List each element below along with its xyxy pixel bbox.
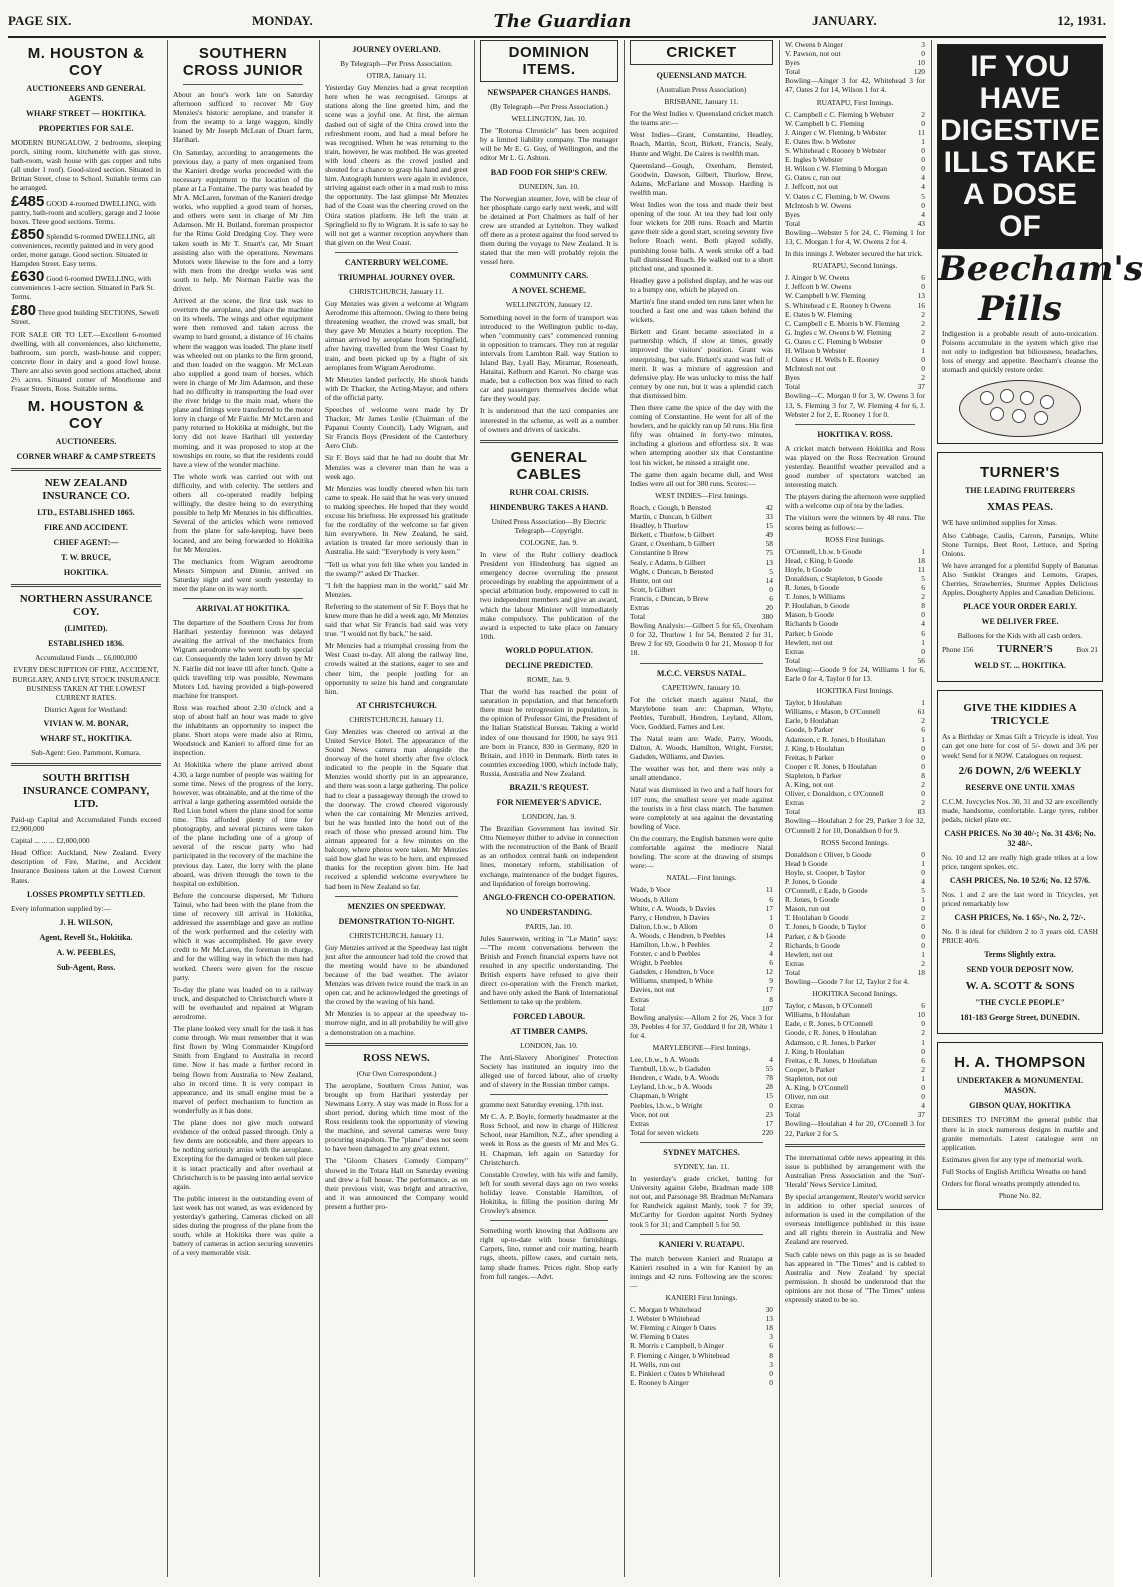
south-british-heading: SOUTH BRITISH INSURANCE COMPANY, LTD.: [22, 772, 150, 810]
score-line: Hewlett, not out 1: [785, 949, 925, 959]
score-line: Lee, l.b.w., b A. Woods 4: [630, 1055, 773, 1065]
beechams-headline: IF YOU HAVE DIGESTIVE ILLS TAKE A DOSE OF: [938, 45, 1102, 249]
score-line: Stapleton, not out 1: [785, 1073, 925, 1083]
score-line: Wright, b Peebles 6: [630, 958, 773, 968]
scorecard: [785, 110, 925, 219]
scorecard: [630, 885, 773, 1003]
property-listing: £630 Good 6-roomed DWELLING, with conveniences 1-acre section. Situated in Park St. Terms.: [11, 268, 155, 302]
nz-insurance-heading: NEW ZEALAND INSURANCE CO.: [42, 477, 130, 503]
score-line: Head, c King, b Goode 18: [785, 555, 925, 565]
section-heading: ARRIVAL AT HOKITIKA.: [195, 604, 291, 614]
article-headline: SOUTHERN CROSS JUNIOR: [182, 45, 304, 79]
score-line: Mason, run out 0: [785, 904, 925, 914]
scorecard: [630, 1055, 773, 1128]
score-line: A. King, b O'Connell 0: [785, 1083, 925, 1093]
scorecard: [630, 503, 773, 612]
scorecard: [785, 698, 925, 807]
scorecard: [785, 547, 925, 656]
score-line: White, c A. Woods, b Davies 17: [630, 903, 773, 913]
score-line: Byes 2: [785, 373, 925, 383]
score-line: P. Houlahan, b Goode 8: [785, 601, 925, 611]
score-line: Richards, b Goode 0: [785, 940, 925, 950]
score-line: G. Ingles c W. Owens b W. Fleming 2: [785, 327, 925, 337]
article-headline: GENERAL CABLES: [510, 448, 588, 483]
score-line: Oliver, run out 0: [785, 1092, 925, 1102]
score-line: Parry, c Hendren, b Davies 1: [630, 912, 773, 922]
score-line: Parker, c & b Goode 0: [785, 931, 925, 941]
score-line: Extras 2: [785, 958, 925, 968]
score-line: Goode, c R. Jones, b Houlahan 2: [785, 1028, 925, 1038]
score-line: Parker, b Goode 6: [785, 628, 925, 638]
score-line: Oliver, c Donaldson, c O'Connell 0: [785, 789, 925, 799]
score-line: E. Ingles b Webster 0: [785, 155, 925, 165]
property-listing: £80 Three good building SECTIONS, Sewell Street.: [11, 301, 160, 326]
houston-address-2: CORNER WHARF & CAMP STREETS: [16, 452, 156, 462]
score-line: Scott, b Gilbert 0: [630, 584, 773, 594]
score-line: McIntosh b W. Owens 0: [785, 200, 925, 210]
score-line: Hamilton, l.b.w., b Peebles 2: [630, 939, 773, 949]
paper-title: The Guardian: [493, 10, 632, 32]
score-line: Adamson, c R. Jones, b Houlahan 1: [785, 734, 925, 744]
score-total: Total 56: [785, 655, 925, 665]
score-line: V. Pawson, not out 0: [785, 49, 925, 59]
score-line: Cooper c R. Jones, b Houlahan 0: [785, 761, 925, 771]
score-line: Birkett, c Thurlow, b Gilbert 49: [630, 530, 773, 540]
score-line: Gadsden, c Hendren, b Voce 12: [630, 967, 773, 977]
score-line: J. King, b Houlahan 0: [785, 743, 925, 753]
score-line: H. Wilson b Webster 1: [785, 346, 925, 355]
score-line: Extras 8: [630, 994, 773, 1004]
score-line: Eade, c R. Jones, b O'Connell 0: [785, 1019, 925, 1029]
score-line: Martin, c Duncan, b Gilbert 33: [630, 512, 773, 522]
score-line: Richards b Goode 4: [785, 619, 925, 629]
score-line: W. Campbell b W. Fleming 13: [785, 291, 925, 301]
article-headline: ROSS NEWS.: [363, 1051, 430, 1064]
score-line: E. Pinkiert c Oates b Whitehead 0: [630, 1368, 773, 1378]
score-line: C. Campbell c C. Fleming b Webster 2: [785, 109, 925, 119]
score-line: Donaldson c Oliver, b Goode 0: [785, 849, 925, 859]
score-line: Hendren, c Wade, b A. Woods 78: [630, 1073, 773, 1083]
score-line: Headley, b Thurlow 15: [630, 521, 773, 531]
for-sale-listing: FOR SALE OR TO LET.—Excellent 6-roomed dwelling, with all conveniences, also kitchenette, bathroom, sun porch, wash-house and copper; concrete floor in dairy and a good fowl house. There are also seven good sections attached, about 2½ acres. Situated corner of Moorhouse and Fraser Streets, Ross. Suitable terms.: [11, 329, 161, 394]
score-line: Freitas, b Parker 0: [785, 752, 925, 762]
score-line: V. Oates c C. Fleming, b W. Owens 5: [785, 191, 925, 201]
scorecard: [785, 850, 925, 968]
score-line: Goode, b Parker 6: [785, 725, 925, 735]
score-line: Williams, c Mason, b O'Connell 61: [785, 707, 925, 717]
page-number: PAGE SIX.: [8, 13, 72, 28]
score-line: H. Wells, run out 3: [630, 1359, 773, 1369]
score-line: Roach, c Gough, b Bensted 42: [630, 502, 773, 512]
score-line: Hewlett, not out 1: [785, 637, 925, 647]
masthead-month: JANUARY.: [812, 13, 877, 28]
property-listing: £485 GOOD 4-roomed DWELLING, with pantry, bath-room and scullery, garage and 2 loose boxes. Three good sections. Terms.: [11, 192, 161, 226]
column-advertisements: [932, 40, 1143, 1579]
score-line: Byes 4: [785, 209, 925, 219]
column-dominion-items: DOMINION ITEMS. NEWSPAPER CHANGES HANDS. (By Telegraph—Per Press Association.) WELLINGTON, Jan. 10. The "Rotorua Chronicle" has been acquired by a limited liability company. The manager will be Mr E. G. Guy, of Wellington, and the editor Mr L. G. Ashton. BAD FOOD FOR SHIP'S CREW. DUNEDIN, Jan. 10. The Norwegian steamer, Jove, will be clear of her phosphate cargo early next week, and will be detained at Port Chalmers as half of her crew are stranded at Lyttelton. They walked off there as a protest against the food served to them during the voyage to New Zealand. It is stated that the men will probably rejoin the vessel here. COMMUNITY CARS. A NOVEL SCHEME. WELLINGTON, January 12. Something novel in the form of transport was introduced to the Wellington public to-day, when "community cars" commenced running in opposition to tramcars. They run at regular intervals from Lambton Rail. way Station to Island Bay, Lyall Bay, Miramar, Roseneath, Hataitai, Kelburn and Karori. No charge was made, but a collection box was fitted to each car and passengers themselves decide what fare they would pay. It is understood that the taxi companies are interested in the scheme, as well as a number of owners and drivers of taxicabs. GENERAL CABLES RUHR COAL CRISIS. HINDENBURG TAKES A HAND. United Press Association—By Electric Telegraph—Copyright. COLOGNE, Jan. 9. In view of the Ruhr colliery deadlock President von Hindenburg has signed an emergency decree overruling the present proceedings by enabling the appointment of a special arbitration body, empowered to call in two independent members and give an award, which the labour Minister will immediately make compulsory. The publication of the award is expected to take place on January 10th. WORLD POPULATION. DECLINE PREDICTED. ROME, Jan. 9. That the world has reached the point of saturation in population, and that henceforth there must be retrogression in population, is the opinion of Professor Gini, the President of the Italian Statistical Bureau. Taking a world index of one thousand for 1900, he says 911 are born in France, 830 in Germany, 820 in Britain, and 1010 in Denmark. Birth rates in countries exceeding 1000, which include Italy, Russia, Australia and New Zealand. BRAZIL'S REQUEST. FOR NIEMEYER'S ADVICE. LONDON, Jan. 9. The Brazilian Government has invited Sir Otto Niemeyer thither to advise in connection with the reconstruction of the Bank of Brazil as an orthodox central bank on independent lines, monetary reform, stabilisation of exchange, maintenance of the budget figures, and liquidation of foreign borrowing. ANGLO-FRENCH CO-OPERATION. NO UNDERSTANDING. PARIS, Jan. 10. Jules Sauerwein, writing in "Le Matin" says:—"The recent conversations between the British and French financial experts have not resulted in any specific understanding. The British experts have refused to give their direct co-operation with the French market, and have only asked the Bank of International Settlement to take up the problem. FORCED LABOUR. AT TIMBER CAMPS. LONDON, Jan. 10. The Anti-Slavery Aborigines' Protection Society has instituted an inquiry into the alleged use of forced labour, also of cruelty and of slavery in the Russian timber camps. gramme next Saturday evening, 17th inst. Mr C. A. P. Boyle, formerly headmaster at the Ross School, and now in charge of Hillcrest School, near Hamilton, N.Z., after spending a week in Ross as the guests of Mr and Mrs G. H. Chapman, left again on Saturday for Christchurch. Constable Crowley, with his wife and family, left for south several days ago on two weeks holiday leave. Constable Hamilton, of Hokitika, is filling the position during Mr Crowley's absence. Something worth knowing that Addisons are right up-to-date with house furnishings. Carpets, lino, runner and coir matting, hearth rugs, sheets, pillow cases, and curtain nets, lamp shade frames. Prices right. Shop early from full ranges.—Advt.: [475, 40, 623, 1579]
score-line: Extras 4: [785, 1101, 925, 1111]
score-line: W. Fleming b Oates 3: [630, 1332, 773, 1342]
masthead-day: MONDAY.: [252, 13, 313, 28]
article-headline: DOMINION ITEMS.: [480, 40, 618, 82]
northern-assurance-heading: NORTHERN ASSURANCE COY.: [19, 593, 153, 619]
scorecard: [785, 1001, 925, 1110]
houston-firm-heading: M. HOUSTON & COY: [27, 45, 145, 79]
score-line: A. King, not out 2: [785, 780, 925, 790]
score-line: C. Morgan b Whitehead 30: [630, 1305, 773, 1315]
column-southern-cross: SOUTHERN CROSS JUNIOR About an hour's work late on Saturday afternoon sufficed to recover Mr Guy Menzies's historic aeroplane, and transfer it from the swamp to a large waggon, kindly loaned by Mr Joseph McLean of Duart farm, Harihari. On Saturday, according to arrangements the previous day, a party of men organised from the Kanieri dredge works proceeded with the necessary equipment to the location of the plane at La Fontaine. The party was headed by Mr A. McLaren, foreman of the Kanieri dredge works, who supplied a good team of horses, and others were sent in charge of Mr Jim Adamson. Mr H. Butland, foreman prospector for the Rimu Gold Dredging Coy. They were taken south in Mr T. Stuart's car, Mr Stuart assisting also with the operations. Newmans Motors were likewise to the fore and a lorry with men from the dredge works was sent south to help. Mr Norman Fairlie was the driver. Arrived at the scene, the first task was to overturn the aeroplane, and place the machine on its wheels. The wings and other equipment were then removed and taken across the swamp to hard ground, a distance of 16 chains where the waggon was loaded. The plane itself was wheeled out on planks to the firm ground, and then loaded on the waggon. Mr McLean also supplied a good team of horses, which were in charge of Mr Jim Adamson, and these had no difficulty in transporting the load over the river bridge to the main road, where the plane and fittings were transferred to the motor lorry in charge of Mr Fairlie. Mr McLaren and party returned to Hokitika at midnight, but the lorry did not leave Harihari till yesterday morning, and it was proposed to stop at the townships en route, so that the residents could have a view of the wonder machine. The whole work was carried out with out difficulty, and with celerity. The settlers and others all co-operated readily helping willingly, the desire being to do everything possible to help Mr Menzies in his difficulties. Several of the articles which were removed from the plane for safe-keeping, have been located, and are being forwarded to Hokitika for Mr Menzies. The mechanics from Wigram aerodrome Messrs Simpson and Dinnie, arrived on Saturday night and went south yesterday to meet the plane on its way north. ARRIVAL AT HOKITIKA. The departure of the Southern Cross Jnr from Harihari yesterday forenoon was delayed awaiting the arrival of the mechanics from Wigram aerodrome who went south by special car. Consequently the laden lorry driven by Mr N. Fairlie did not leave till after lunch. Quite a quick travelling trip was possible, Newmans Motors Ltd. having provided a high-powered machine for transport. Ross was reached about 2.30 o'clock and a stop of about half an hour was made to give the inhabitants an opportunity to inspect the plane. Short stops were made also at Rimu, Woodstock and Kanieri to afford time for an inspection. At Hokitika where the plane arrived about 4.30, a large number of people was waiting for some time. News of the progress of the lorry, however, was obtainable, and at the time of the arrival a large gathering assembled outside the Red Lion hotel where the plane stood for some time. This afforded plenty of time for photography, and several pictures were taken of the plane including one of a group of several of the rescue party who had participated in the recovery of the machine the previous day. Later, the lorry with the plane aboard, was driven through the town to the hospital on exhibition. Before the concourse dispersed, Mr Tuhuru Tainui, who had been with the plane from the time of recovery till arrival in Hokitika, addressed the assemblage and gave an outline of the work performed and the celerity with which it was accomplished. He gave every credit to Mr McLaren, the foreman in charge, and for the willing way in which the men had worked. Cheers were given for the rescue party. To-day the plane was loaded on to a railway truck, and despatched to Christchurch where it will be overhauled and repaired at Wigram aerodrome. The plane looked very small for the task it has come through. We must remember that it was first flown by Wing Commander Kingsford Smith from England to Australia in record time. Now it has made a further record in being flown from Australia to New Zealand, also in record time. It is very compact in appearance, and its small engine must be a marvel of perfect mechanism to function as wonderfully as it has done. The plane does not give much outward evidence of the ordeal passed through. Only a few dents are noticeable, and there appears to be nothing seriously amiss with the aeroplane. Excepting for the damaged or broken tail piece it is intact practically and after overhaul at Christchurch is to be passing into aerial service again. The public interest in the outstanding event of last week has not waned, as was evidenced by yesterday's gathering. Cameras clicked on all sides during the progress of the plane from the south, while at Hokitika there was quite a battery of cameras in action securing souvenirs of a very memorable visit.: [173, 45, 313, 1258]
score-line: T. Jones, b Williams 2: [785, 592, 925, 602]
properties-heading: PROPERTIES FOR SALE.: [38, 124, 134, 133]
article-headline: CRICKET: [630, 40, 773, 65]
score-line: Constantine b Brew 75: [630, 548, 773, 558]
score-line: F. Fleming c Ainger, b Whitehead 8: [630, 1350, 773, 1360]
score-line: R. Jones, b Goode 1: [785, 895, 925, 905]
score-line: R. Jones, b Goode 6: [785, 583, 925, 593]
score-line: Sealy, c Adams, b Gilbert 13: [630, 557, 773, 567]
score-line: S. Whitehead c Rooney b Webster 0: [785, 146, 925, 156]
score-line: J. Ainger c W. Fleming, b Webster 11: [785, 127, 925, 137]
score-line: S. Whitehead c E. Rooney b Owens 16: [785, 300, 925, 310]
score-line: Donaldson, c Stapleton, b Goode 5: [785, 573, 925, 583]
score-line: J. Webster b Whitehead 13: [630, 1314, 773, 1324]
houston-subheading-2: AUCTIONEERS.: [55, 437, 117, 447]
score-line: A. Woods, c Hendren, b Peebles 14: [630, 930, 773, 940]
score-line: J. King, b Houlahan 0: [785, 1046, 925, 1056]
score-line: Byes 10: [785, 58, 925, 68]
score-total: Total 120: [785, 67, 925, 77]
houston-subheading: AUCTIONEERS AND GENERAL AGENTS.: [26, 84, 146, 103]
score-line: McIntosh not out 0: [785, 364, 925, 374]
score-line: Wight, c Duncan, b Bensted 5: [630, 566, 773, 576]
column-cricket: CRICKET QUEENSLAND MATCH. (Australian Press Association) BRISBANE, January 11. For the West Indies v. Queensland cricket match the teams are:— West Indies—Grant, Constantine, Headley, Roach, Martin, Scott, Birkett, Francis, Sealy, Hunte and Wight. De Caires is twelfth man. Queensland—Gough, Oxenham, Bensted, Goodwin, Dawson, Gilbert, Thurlow, Brew, Adams, McFarlane and Mossop. Harding is twelfth man. West Indies won the toss and made their best opening of the tour. At tea they had lost only four wickets for 208 runs. Roach and Martin gave their side a good start, scoring seventy five before Roach went. Both played solidly, punishing loose balls. A week stroke off a bad ball dismissed Roach. He walked out to a short pitched one, and spooned it. Headley gave a polished display, and he was out to a bumpy one, which he played on. Martin's fine stand ended ten runs later when he touched a fast one and was taken behind the wickets. Birkett and Grant became associated in a partnership which, if slow at times, greatly improved the visitors' position. Grant was enterprising, but safe. Birkett's stand was full of merit. It was a mixture of aggression and defensive play. He was unlucky to miss the half century by one run, but it was a splendid catch that dismissed him. Then there came the spice of the day with the coming of Constantine. He went for all of the bowlers, and he quickly ran up 50 runs. His first fifty was obtained in forty-two minutes, including a glorious and effortless six. It was when attempting another six that Constantine lost his wicket, he missed a straight one. The game then again became dull, and West Indies were all out for 380 runs. Scores:— WEST INDIES—First Innings. Roach, c Gough, b Bensted 42 Martin, c Duncan, b Gilbert 33 Headley, b Thurlow 15 Birkett, c Thurlow, b Gilbert 49 Grant, c Oxenham, b Gilbert 58 Constantine b Brew 75 Sealy, c Adams, b Gilbert 13 Wight, c Duncan, b Bensted 5 Hunte, not out 14 Scott, b Gilbert 0 Francis, c Duncan, b Brew 6 Extras 20 Total 380 Bowling Analysis:—Gilbert 5 for 65, Oxenham 0 for 32, Thurlow 1 for 54, Bensted 2 for 31, Brew 2 for 69, Goodwin 0 for 21, Mossop 0 for 18. M.C.C. VERSUS NATAL. CAPETOWN, January 10. For the cricket match against Natal, the Marylebone team are: Chapman, Whyte, Peebles, Turnbull, Hendren, Leyland, Allom, Voce, Goddard, Farnes and Lee. The Natal team are: Wade, Parry, Woods, Dalton, A. Woods, Hamilton, Wright, Forster, Gadsden, Williams, and Davies. The weather was hot, and there was only a small attendance. Natal was dismissed in two and a half hours for 107 runs, the smallest score yet made against the tourists in a first class match. The batsmen were completely at sea against the devastating bowling of Voce. On the contrary, the English batsmen were quite comfortable against the mediocre Natal bowling. The score at the drawing of stumps were:— NATAL—First Innings. Wade, b Voce 11 Woods, b Allom 6 White, c A. Woods, b Davies 17 Parry, c Hendren, b Davies 1 Dalton, l.b.w., b Allom 0 A. Woods, c Hendren, b Peebles 14 Hamilton, l.b.w., b Peebles 2 Forster, c and b Peebles 4 Wright, b Peebles 6 Gadsden, c Hendren, b Voce 12 Williams, stumped, b White 9 Davies, not out 17 Extras 8 Total 107 Bowling analysis:—Allom 2 for 26, Voce 3 for 39, Peebles 4 for 37, Goddard 0 for 28, White 1 for 4. MARYLEBONE—First Innings. Lee, l.b.w., b A. Woods 4 Turnbull, l.b.w., b Gadsden 55 Hendren, c Wade, b A. Woods 78 Leyland, l.b.w., b A. Woods 28 Chapman, b Wright 15 Peebles, l.b.w., b Wright 0 Voce, not out 23 Extras 17 Total for seven wickets 220 SYDNEY MATCHES. SYDNEY, Jan. 11. In yesterday's grade cricket, batting for University against Glebe, Bradman made 108 not out, and Parsonage 98. Bradman McNamara for Randwick against Manly, took 7 for 39; McCarthy for Gordon against North Sydney took 5 for 31; and Campbell 5 for 50. KANIERI V. RUATAPU. The match between Kanieri and Ruatapu at Kanieri resulted in a win for Kanieri by an innings and 42 runs. Following are the scores:— KANIERI First Innings. C. Morgan b Whitehead 30 J. Webster b Whitehead 13 W. Fleming c Ainger b Oates 18 W. Fleming b Oates 3 R. Morris c Campbell, b Ainger 6 F. Fleming c Ainger, b Whitehead 8 H. Wells, run out 3 E. Pinkiert c Oates b Whitehead 0 E. Rooney b Ainger 0: [625, 40, 778, 1579]
score-line: Hoyle, st. Cooper, b Taylor 0: [785, 867, 925, 877]
beechams-advertisement: IF YOU HAVE DIGESTIVE ILLS TAKE A DOSE OF Beecham's Pills Indigestion is a probable result of auto-toxication. Poisons accumulate in the system which give rise not only to indigestion but biliousness, headaches, loss of energy and appetite. Beecham's cleanse the stomach and quickly restore order.: [937, 44, 1103, 444]
scorecard: [785, 273, 925, 382]
houston-firm-heading-2: M. HOUSTON & COY: [27, 398, 145, 433]
scorecard: [785, 40, 925, 67]
score-line: J. Oates c H. Wells b E. Rooney 0: [785, 355, 925, 365]
score-line: W. Campbell b C. Fleming 0: [785, 118, 925, 128]
score-line: Extras 20: [630, 602, 773, 612]
pill-box-icon: [959, 380, 1081, 437]
score-line: Extras 0: [785, 646, 925, 656]
score-line: W. Fleming c Ainger b Oates 18: [630, 1323, 773, 1333]
score-total: Total 37: [785, 382, 925, 392]
score-line: T. Jones, b Goode, b Taylor 0: [785, 922, 925, 932]
section-heading: JOURNEY OVERLAND.: [352, 45, 441, 54]
score-line: R. Morris c Campbell, b Ainger 6: [630, 1341, 773, 1351]
beechams-brand: Beecham's Pills: [938, 249, 1143, 329]
score-line: W. Owens b Ainger 3: [785, 40, 925, 49]
score-line: Wade, b Voce 11: [630, 885, 773, 895]
turners-advertisement: TURNER'S THE LEADING FRUITERERS XMAS PEAS. WE have unlimited supplies for Xmas. Also Cabbage, Caulis, Carrots, Parsnips, White Stone Turnips, Beet Root, Lettuce, and Spring Onions. We have arranged for a plentiful Supply of Bananas Also Sunkist Oranges and Lemons, Grapes, Cherries, Strawberries, Sturmer Apples Delicious Apples, Dougherty Apples and Canadian Delicious. PLACE YOUR ORDER EARLY. WE DELIVER FREE. Balloons for the Kids with all cash orders. Phone 156 TURNER'S Box 21 WELD ST. ... HOKITIKA.: [937, 452, 1103, 682]
score-line: Hoyle, b Goode 11: [785, 564, 925, 574]
score-line: Woods, b Allom 6: [630, 894, 773, 904]
score-line: Extras 17: [630, 1118, 773, 1128]
score-line: Cooper, b Parker 2: [785, 1064, 925, 1074]
score-line: G. Oates c, run out 4: [785, 173, 925, 183]
cable-news-notice: The international cable news appearing in this issue is published by arrangement with the Australian Press Association and the 'Sun'-'Herald' News Service Limited.: [785, 1152, 925, 1189]
score-line: Hunte, not out 14: [630, 575, 773, 585]
score-line: Grant, c Oxenham, b Gilbert 58: [630, 539, 773, 549]
score-line: E. Oates lbw. b Webster 1: [785, 136, 925, 146]
score-line: O'Connell, l.b.w. b Goode 1: [785, 546, 925, 556]
score-line: J. Jeffcott, not out 4: [785, 182, 925, 192]
column-menzies-journey: JOURNEY OVERLAND. By Telegraph—Per Press Association. OTIRA, January 11. Yesterday Guy Menzies had a great reception here when he was recognised. Groups at stations along the line greeted him, and the scene was a joyful one. At first, the airman dashed out of sight of the Otira crowd into the refreshment room, and had a meal before he was recognised. When he was returning to the train, however, he was mobbed. He was greeted with loud cheers as the crowd jostled and shouted for a chance to grasp his hand and greet him. Autograph hunters were again in evidence, striving against each other in a mad rush to miss the opportunity. The last glimpse Mr Menzies had of the Coast was the cheering crowd on the Otira station platform. He left the train at Springfield to fly to Wigram. It is safe to say he will not get a warmer reception anywhere than that given on the West Coast. CANTERBURY WELCOME. TRIUMPHAL JOURNEY OVER. CHRISTCHURCH, January 11. Guy Menzies was given a welcome at Wigram Aerodrome this afternoon. Owing to there being threatening weather, the crowd was small, but they gave Mr Menzies a hearty reception. The airman arrived by aeroplane from Springfield, after having travelled from the West Coast by train, and been picked up by a flight of six aeroplanes from Wigram Aerodrome. Mr Menzies landed perfectly. He shook hands with Dr Thacker, the Acting-Mayor, and others of the official party. Speeches of welcome were made by Dr Thacker, Mr James Leslie (Chairman of the Papanui County Council), Lady Wigram, and Sir Francis Boys (President of the Canterbury Aero Club. Sir F. Boys said that he had no doubt that Mr Menzies was a cleverer man than he was a week ago. Mr Menzies was loudly cheered when his turn came to speak. He said that he was very unused to making speeches. He hoped that they would excuse his briefness. He expressed his gratitude for the cordiality of the welcome so far given him everywhere. In New Zealand, he said, aviation is treated far more seriously than in Australia. He said: "Everybody is very keen." "Tell us what you felt like when you landed in the swamp?" asked Dr Thacker. "I felt the happiest man in the world," said Mr Menzies. Referring to the statement of Sir F. Boys that he knew more than he did a week ago, Mr Menzies said that what Sir Francis had said was very true. "I would not fly back," he said. Mr Menzies had a triumphal crossing from the West Coast to-day. All along the railway line, crowds waited at the stations, eager to see and cheer him, the people jostling for an opportunity to seize his hand and congratulate him. AT CHRISTCHURCH. CHRISTCHURCH, January 11. Guy Menzies was cheered on arrival at the United Service Hotel. The appearance of the Sound News camera man alongside the doorway of the hotel shortly after five o'clock indicated to the people in the Square that Menzies would shortly put in an appearance, and there was soon a large gathering. The police had to clear a passageway through the crowd to the doorway. The crowd cheered vigorously when the car containing Mr Menzies arrived, but he was hustled into the hotel out of the reach of those who pressed around him. The airman appeared for a few minutes on the balcony, where photos were taken. Mr Menzies said how glad he was to be here, and expressed thanks for the reception given him. He had received a splendid welcome everywhere he had been in New Zealand so far. MENZIES ON SPEEDWAY. DEMONSTRATION TO-NIGHT. CHRISTCHURCH, January 11. Guy Menzies arrived at the Speedway last night just after the announcer had told the crowd that the meeting would have to be abandoned because of the bad weather. The aviator Menzies was driven twice round the track in an open car, and he acknowledged the greetings of the crowd by the waving of his hand. Mr Menzies is to appear at the speedway to-morrow night, and in all probability he will give a demonstration on a machine. ROSS NEWS. (Our Own Correspondent.) The aeroplane, Southern Cross Junior, was brought up from Harihari yesterday per Newmans Lorry. A stay was made in Ross for a short period, during which time most of the Ross residents took the opportunity of viewing the machine, and several cameras were busy procuring snapshots. The "plane" does not seem to have been damaged to any great extent. The "Gloom Chasers Comedy Company" showed in the Totara Hall on Saturday evening and drew a full house. The performance, as on their previous visit, was bright and attractive, and it was announced the Company would present a further pro-: [325, 45, 468, 1211]
score-total: Total 83: [785, 807, 925, 817]
score-line: Francis, c Duncan, b Brew 6: [630, 593, 773, 603]
score-line: C. Campbell c E. Morris b W. Fleming 2: [785, 318, 925, 328]
score-line: Leyland, l.b.w., b A. Woods 28: [630, 1082, 773, 1092]
masthead: [8, 6, 1106, 38]
property-listing: MODERN BUNGALOW, 2 bedrooms, sleeping porch, sitting room, kitchenette with gas stove, bath-room, wash house with gas copper and tubs (all under 1 roof). Good-sized section. Situated in Brittan Street, close to School. Suitable terms can be arranged.: [11, 138, 161, 193]
score-total: Total for seven wickets 220: [630, 1127, 773, 1137]
score-line: Freitas, c R. Jones, b Houlahan 6: [785, 1055, 925, 1065]
score-total: Total 37: [785, 1110, 925, 1120]
score-line: Forster, c and b Peebles 4: [630, 949, 773, 959]
score-line: Head b Goode 1: [785, 858, 925, 868]
score-line: G. Oates c C. Fleming b Webster 0: [785, 336, 925, 346]
thompson-advertisement: H. A. THOMPSON UNDERTAKER & MONUMENTAL MASON. GIBSON QUAY, HOKITIKA DESIRES TO INFORM the general public that there is in stock numerous designs in marble and granite memorials. Latest catalogue sent on application. Estimates given for any type of memorial work. Full Stocks of English Artificia Wreaths on hand Orders for floral wreaths promptly attended to. Phone No. 82.: [937, 1042, 1103, 1210]
score-line: Stapleton, b Parker 8: [785, 770, 925, 780]
score-line: Earle, b Houlahan 2: [785, 716, 925, 726]
score-line: Chapman, b Wright 15: [630, 1091, 773, 1101]
score-line: Extras 2: [785, 798, 925, 808]
score-line: Taylor, b Houlahan 1: [785, 698, 925, 708]
scorecard: [630, 1305, 773, 1387]
score-line: J. Ainger b W. Owens 6: [785, 273, 925, 283]
score-line: Williams, b Houlahan 10: [785, 1010, 925, 1020]
score-line: H. Wilson c W. Fleming b Morgan 0: [785, 164, 925, 174]
score-total: Total 107: [630, 1003, 773, 1013]
houston-address: WHARF STREET — HOKITIKA.: [25, 109, 147, 118]
score-line: P. Jones, b Goode 4: [785, 876, 925, 886]
masthead-date: 12, 1931.: [1057, 13, 1106, 28]
score-line: Adamson, c R. Jones, b Parker 1: [785, 1037, 925, 1047]
tricycle-advertisement: GIVE THE KIDDIES A TRICYCLE As a Birthday or Xmas Gift a Tricycle is ideal. You can get one here for cost of 5/- down and 3/6 per week! Send for it NOW. Catalogues on request. 2/6 DOWN, 2/6 WEEKLY RESERVE ONE UNTIL XMAS C.C.M. Juvcycles Nos. 30, 31 and 32 are excellently made, handsome, comfortable. Large tyres, rubber pedals, nickel plate etc. CASH PRICES. No 30 40/-; No. 31 43/6; No. 32 48/-. No. 10 and 12 are really high grade trikes at a low price, tangent spokes, etc. CASH PRICES, No. 10 52/6; No. 12 57/6. Nos. 1 and 2 are the last word in Tricycles, yet priced remarkably low CASH PRICES, No. 1 65/-, No. 2, 72/-. No. 0 is ideal for children 2 to 3 years old. CASH PRICE 40/6. Terms Slightly extra. SEND YOUR DEPOSIT NOW. W. A. SCOTT & SONS "THE CYCLE PEOPLE" 181-183 George Street, DUNEDIN.: [937, 690, 1103, 1034]
score-line: Taylor, c Mason, b O'Connell 6: [785, 1001, 925, 1011]
score-line: Voce, not out 23: [630, 1109, 773, 1119]
score-total: Total 43: [785, 218, 925, 228]
score-line: O'Connell, c Eade, b Goode 5: [785, 886, 925, 896]
score-line: Dalton, l.b.w., b Allom 0: [630, 921, 773, 931]
score-total: Total 380: [630, 612, 773, 622]
score-line: Peebles, l.b.w., b Wright 0: [630, 1100, 773, 1110]
column-cricket-scores: W. Owens b Ainger 3 V. Pawson, not out 0 Byes 10 Total 120 Bowling—Ainger 3 for 42, Whitehead 3 for 47, Oates 2 for 14, Wilson 1 for 4. RUATAPU, First Innings. C. Campbell c C. Fleming b Webster 2 W. Campbell b C. Fleming 0 J. Ainger c W. Fleming, b Webster 11 E. Oates lbw. b Webster 1 S. Whitehead c Rooney b Webster 0 E. Ingles b Webster 0 H. Wilson c W. Fleming b Morgan 0 G. Oates c, run out 4 J. Jeffcott, not out 4 V. Oates c C. Fleming, b W. Owens 5 McIntosh b W. Owens 0 Byes 4 Total 43 Bowling—Webster 5 for 24, C. Fleming 1 for 13, C. Morgan 1 for 4, W. Owens 2 for 4. In this innings J. Webster secured the hat trick. RUATAPU, Second Innings. J. Ainger b W. Owens 6 J. Jeffcott b W. Owens 0 W. Campbell b W. Fleming 13 S. Whitehead c E. Rooney b Owens 16 E. Oates b W. Fleming 2 C. Campbell c E. Morris b W. Fleming 2 G. Ingles c W. Owens b W. Fleming 2 G. Oates c C. Fleming b Webster 0 H. Wilson b Webster 1 J. Oates c H. Wells b E. Rooney 0 McIntosh not out 0 Byes 2 Total 37 Bowling—C. Morgan 0 for 3, W. Owens 3 for 13, S. Fleming 3 for 7, W. Fleming 4 for 6, J. Webster 2 for 2, E. Rooney 1 for 0. HOKITIKA V. ROSS. A cricket match between Hokitika and Ross was played on the Ross Recreation Ground yesterday. Beautiful weather prevailed and a good number of spectators watched an interesting match. The players during the afternoon were supplied with a welcome cup of tea by the ladies. The visitors were the winners by 48 runs. The scores being as follows:— ROSS First Innings. O'Connell, l.b.w. b Goode 1 Head, c King, b Goode 18 Hoyle, b Goode 11 Donaldson, c Stapleton, b Goode 5 R. Jones, b Goode 6 T. Jones, b Williams 2 P. Houlahan, b Goode 8 Mason, b Goode 0 Richards b Goode 4 Parker, b Goode 6 Hewlett, not out 1 Extras 0 Total 56 Bowling:—Goode 9 for 24, Williams 1 for 6, Earle 0 for 4, Taylor 0 for 13. HOKITIKA First Innings. Taylor, b Houlahan 1 Williams, c Mason, b O'Connell 61 Earle, b Houlahan 2 Goode, b Parker 6 Adamson, c R. Jones, b Houlahan 1 J. King, b Houlahan 0 Freitas, b Parker 0 Cooper c R. Jones, b Houlahan 0 Stapleton, b Parker 8 A. King, not out 2 Oliver, c Donaldson, c O'Connell 0 Extras 2 Total 83 Bowling—Houlahan 2 for 29, Parker 3 for 32, O'Connell 2 for 10, Donaldson 0 for 9. ROSS Second Innings. Donaldson c Oliver, b Goode 0 Head b Goode 1 Hoyle, st. Cooper, b Taylor 0 P. Jones, b Goode 4 O'Connell, c Eade, b Goode 5 R. Jones, b Goode 1 Mason, run out 0 T. Houlahan b Goode 2 T. Jones, b Goode, b Taylor 0 Parker, c & b Goode 0 Richards, b Goode 0 Hewlett, not out 1 Extras 2 Total 18 Bowling—Goode 7 for 12, Taylor 2 for 4. HOKITIKA Second Innings. Taylor, c Mason, b O'Connell 6 Williams, b Houlahan 10 Eade, c R. Jones, b O'Connell 0 Goode, c R. Jones, b Houlahan 2 Adamson, c R. Jones, b Parker 1 J. King, b Houlahan 0 Freitas, c R. Jones, b Houlahan 6 Cooper, b Parker 2 Stapleton, not out 1 A. King, b O'Connell 0 Oliver, run out 0 Extras 4 Total 37 Bowling—Houlahan 4 for 20, O'Connell 3 for 22, Parker 2 for 5. The international cable news appearing in this issue is published by arrangement with the Australian Press Association and the 'Sun'-'Herald' News Service Limited. By special arrangement, Reuter's world service in addition to other special sources of information is used in the compilation of the overseas intelligence published in this issue and all rights therein in Australia and New Zealand are reserved. Such cable news on this page as is so headed has appeared in "The Times" and is cabled to Australia and New Zealand by special permission. It should be understood that the opinions are not those of "The Times" unless expressly stated to be so.: [785, 40, 925, 1304]
score-line: T. Houlahan b Goode 2: [785, 913, 925, 923]
score-line: E. Oates b W. Fleming 2: [785, 309, 925, 319]
score-total: Total 18: [785, 967, 925, 977]
score-line: J. Jeffcott b W. Owens 0: [785, 282, 925, 292]
score-line: Williams, stumped, b White 9: [630, 976, 773, 986]
score-line: E. Rooney b Ainger 0: [630, 1377, 773, 1387]
score-line: Mason, b Goode 0: [785, 610, 925, 620]
score-line: Turnbull, l.b.w., b Gadsden 55: [630, 1064, 773, 1074]
property-listing: £850 Splendid 6-roomed DWELLING, all conveniences, recently painted and in very good order, motor garage. Good section. Situated in Hampden Street. Easy terms.: [11, 225, 156, 269]
column-advertisements-insurance: M. HOUSTON & COY AUCTIONEERS AND GENERAL AGENTS. WHARF STREET — HOKITIKA. PROPERTIES FOR SALE. MODERN BUNGALOW, 2 bedrooms, sleeping porch, sitting room, kitchenette with gas stove, bath-room, wash house with gas copper and tubs (all under 1 roof). Good-sized section. Situated in Brittan Street, close to School. Suitable terms can be arranged. £485 GOOD 4-roomed DWELLING, with pantry, bath-room and scullery, garage and 2 loose boxes. Three good sections. Terms. £850 Splendid 6-roomed DWELLING, all conveniences, recently painted and in very good order, motor garage. Good section. Situated in Hampden Street. Easy terms. £630 Good 6-roomed DWELLING, with conveniences 1-acre section. Situated in Park St. Terms. £80 Three good building SECTIONS, Sewell Street. FOR SALE OR TO LET.—Excellent 6-roomed dwelling, with all conveniences, also kitchenette, bathroom, sun porch, wash-house and copper; concrete floor in dairy and a good fowl house. There are also seven good sections attached, about 2½ acres. Situated corner of Moorhouse and Fraser Streets, Ross. Suitable terms. M. HOUSTON & COY AUCTIONEERS. CORNER WHARF & CAMP STREETS NEW ZEALAND INSURANCE CO. LTD., ESTABLISHED 1865. FIRE AND ACCIDENT. CHIEF AGENT:— T. W. BRUCE, HOKITIKA. NORTHERN ASSURANCE COY. (LIMITED). ESTABLISHED 1836. Accumulated Funds ... £6,000,000 EVERY DESCRIPTION OF FIRE, ACCIDENT, BURGLARY, AND LIVE STOCK INSURANCE BUSINESS TAKEN AT THE LOWEST CURRENT RATES. District Agent for Westland: VIVIAN W. M. BONAR, WHARF ST., HOKITIKA. Sub-Agent: Geo. Pammont, Kumara. SOUTH BRITISH INSURANCE COMPANY, LTD. Paid-up Capital and Accumulated Funds exceed £2,900,000 Capital ... ... ... £2,000,000 Head Office: Auckland, New Zealand. Every description of Fire, Marine, and Accident Insurance Business taken at the Lowest Current Rates. LOSSES PROMPTLY SETTLED. Every information supplied by:— J. H. WILSON, Agent, Revell St., Hokitika. A. W. PEEBLES, Sub-Agent, Ross.: [11, 45, 161, 972]
score-line: Davies, not out 17: [630, 985, 773, 995]
